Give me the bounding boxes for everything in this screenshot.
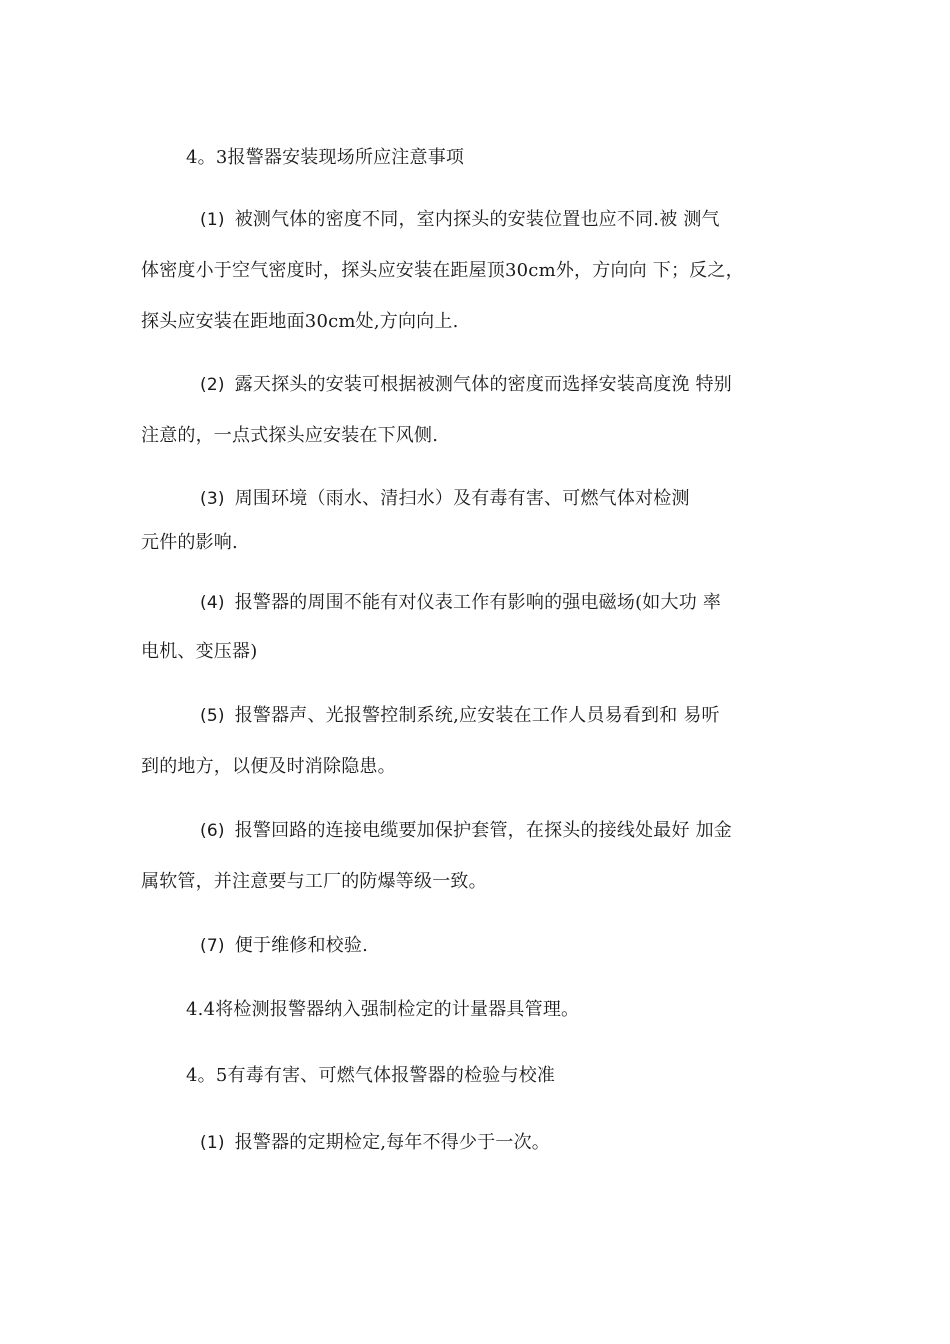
item3-number: (3) — [200, 489, 225, 509]
item6-number: (6) — [200, 821, 225, 841]
section-4-4-text: 4.4将检测报警器纳入强制检定的计量器具管理。 — [186, 999, 580, 1020]
item2-text-line1: 露天探头的安装可根据被测气体的密度而选择安装高度浼 特别 — [234, 374, 733, 395]
section-4-5-item1-number: (1) — [200, 1133, 225, 1153]
section-4-5-item1 — [200, 1131, 550, 1155]
item1-line1 — [200, 208, 720, 232]
item4-text-line1: 报警器的周围不能有对仪表工作有影响的强电磁场(如大功 率 — [234, 592, 722, 613]
item2-line1 — [200, 373, 732, 397]
item1-line3: 探头应安装在距地面30cm处,方向向上. — [141, 311, 459, 332]
item7-number: (7) — [200, 936, 225, 956]
item3-line2: 元件的影响. — [141, 532, 238, 553]
item1-text-line1: 被测气体的密度不同，室内探头的安装位置也应不同.被 测气 — [234, 209, 720, 230]
item6-text-line1: 报警回路的连接电缆要加保护套管，在探头的接线处最好 加金 — [234, 820, 733, 841]
item6-line2: 属软管，并注意要与工厂的防爆等级一致。 — [141, 871, 487, 892]
item1-number: (1) — [200, 210, 225, 230]
item3-text-line1: 周围环境（雨水、清扫水）及有毒有害、可燃气体对检测 — [234, 488, 690, 509]
section-4-5-heading: 4。5有毒有害、可燃气体报警器的检验与校准 — [186, 1065, 556, 1086]
item3-line1 — [200, 487, 690, 511]
item6-line1 — [200, 819, 732, 843]
item5-line2: 到的地方，以便及时消除隐患。 — [141, 756, 396, 777]
item5-text-line1: 报警器声、光报警控制系统,应安装在工作人员易看到和 易听 — [234, 705, 720, 726]
item7-line1 — [200, 934, 368, 958]
item1-line2: 体密度小于空气密度时，探头应安装在距屋顶30cm外，方向向 下；反之， — [141, 260, 744, 281]
item4-line1 — [200, 591, 721, 615]
item2-number: (2) — [200, 375, 225, 395]
item5-line1 — [200, 704, 720, 728]
item2-line2: 注意的，一点式探头应安装在下风侧. — [141, 425, 439, 446]
item4-line2: 电机、变压器) — [141, 641, 258, 662]
item7-text-line1: 便于维修和校验. — [234, 935, 369, 956]
section-4-3-heading: 4。3报警器安装现场所应注意事项 — [186, 147, 465, 168]
item5-number: (5) — [200, 706, 225, 726]
section-4-5-item1-text: 报警器的定期检定,每年不得少于一次。 — [234, 1132, 551, 1153]
item4-number: (4) — [200, 593, 225, 613]
